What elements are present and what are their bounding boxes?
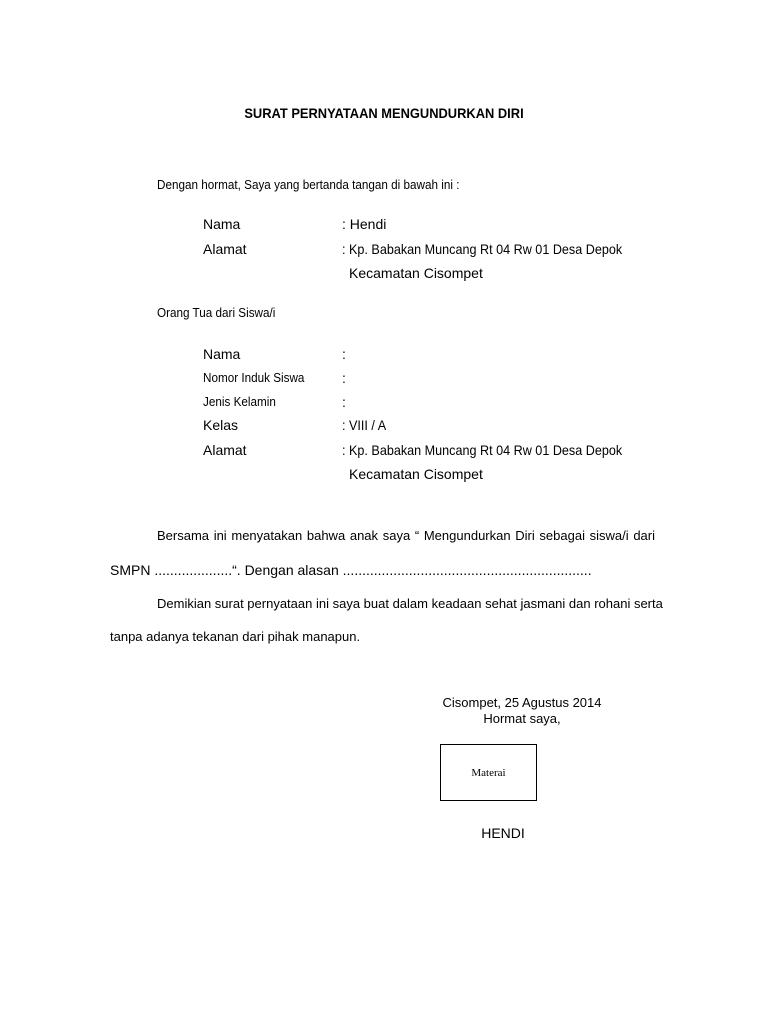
- signer-name: HENDI: [481, 825, 525, 841]
- signer-name-label: Nama: [203, 216, 241, 232]
- student-name-value: :: [342, 346, 346, 362]
- student-class-label: Kelas: [203, 417, 239, 433]
- student-name-label: Nama: [203, 346, 241, 362]
- document-title: SURAT PERNYATAAN MENGUNDURKAN DIRI: [244, 105, 524, 121]
- place-date: Cisompet, 25 Agustus 2014: [442, 695, 602, 710]
- signer-name-value: : Hendi: [342, 216, 387, 232]
- student-gender-label: Jenis Kelamin: [203, 394, 276, 409]
- stamp-box: [440, 744, 537, 801]
- statement-line-1: Bersama ini menyatakan bahwa anak saya “ Mengundurkan Diri sebagai siswa/i dari: [157, 528, 655, 543]
- signer-address-label: Alamat: [203, 241, 247, 257]
- signer-address-continued: Kecamatan Cisompet: [349, 265, 483, 281]
- student-nis-label: Nomor Induk Siswa: [203, 370, 305, 385]
- closing-line-2: tanpa adanya tekanan dari pihak manapun.: [110, 629, 361, 644]
- stamp-label: Materai: [471, 766, 506, 779]
- student-address-label: Alamat: [203, 442, 247, 458]
- closing-line-1: Demikian surat pernyataan ini saya buat dalam keadaan sehat jasmani dan rohani serta: [157, 596, 663, 611]
- greeting: Dengan hormat, Saya yang bertanda tangan di bawah ini :: [157, 177, 460, 192]
- signer-address-value: : Kp. Babakan Muncang Rt 04 Rw 01 Desa Depok: [342, 241, 623, 257]
- student-gender-value: :: [342, 394, 346, 410]
- student-intro: Orang Tua dari Siswa/i: [157, 305, 276, 320]
- student-address-value: : Kp. Babakan Muncang Rt 04 Rw 01 Desa Depok: [342, 442, 623, 458]
- closing-greeting: Hormat saya,: [483, 711, 561, 726]
- statement-line-2: SMPN ....................“. Dengan alasan ................................................................: [110, 562, 592, 578]
- student-class-value: : VIII / A: [342, 417, 387, 433]
- student-nis-value: :: [342, 370, 346, 386]
- student-address-continued: Kecamatan Cisompet: [349, 466, 483, 482]
